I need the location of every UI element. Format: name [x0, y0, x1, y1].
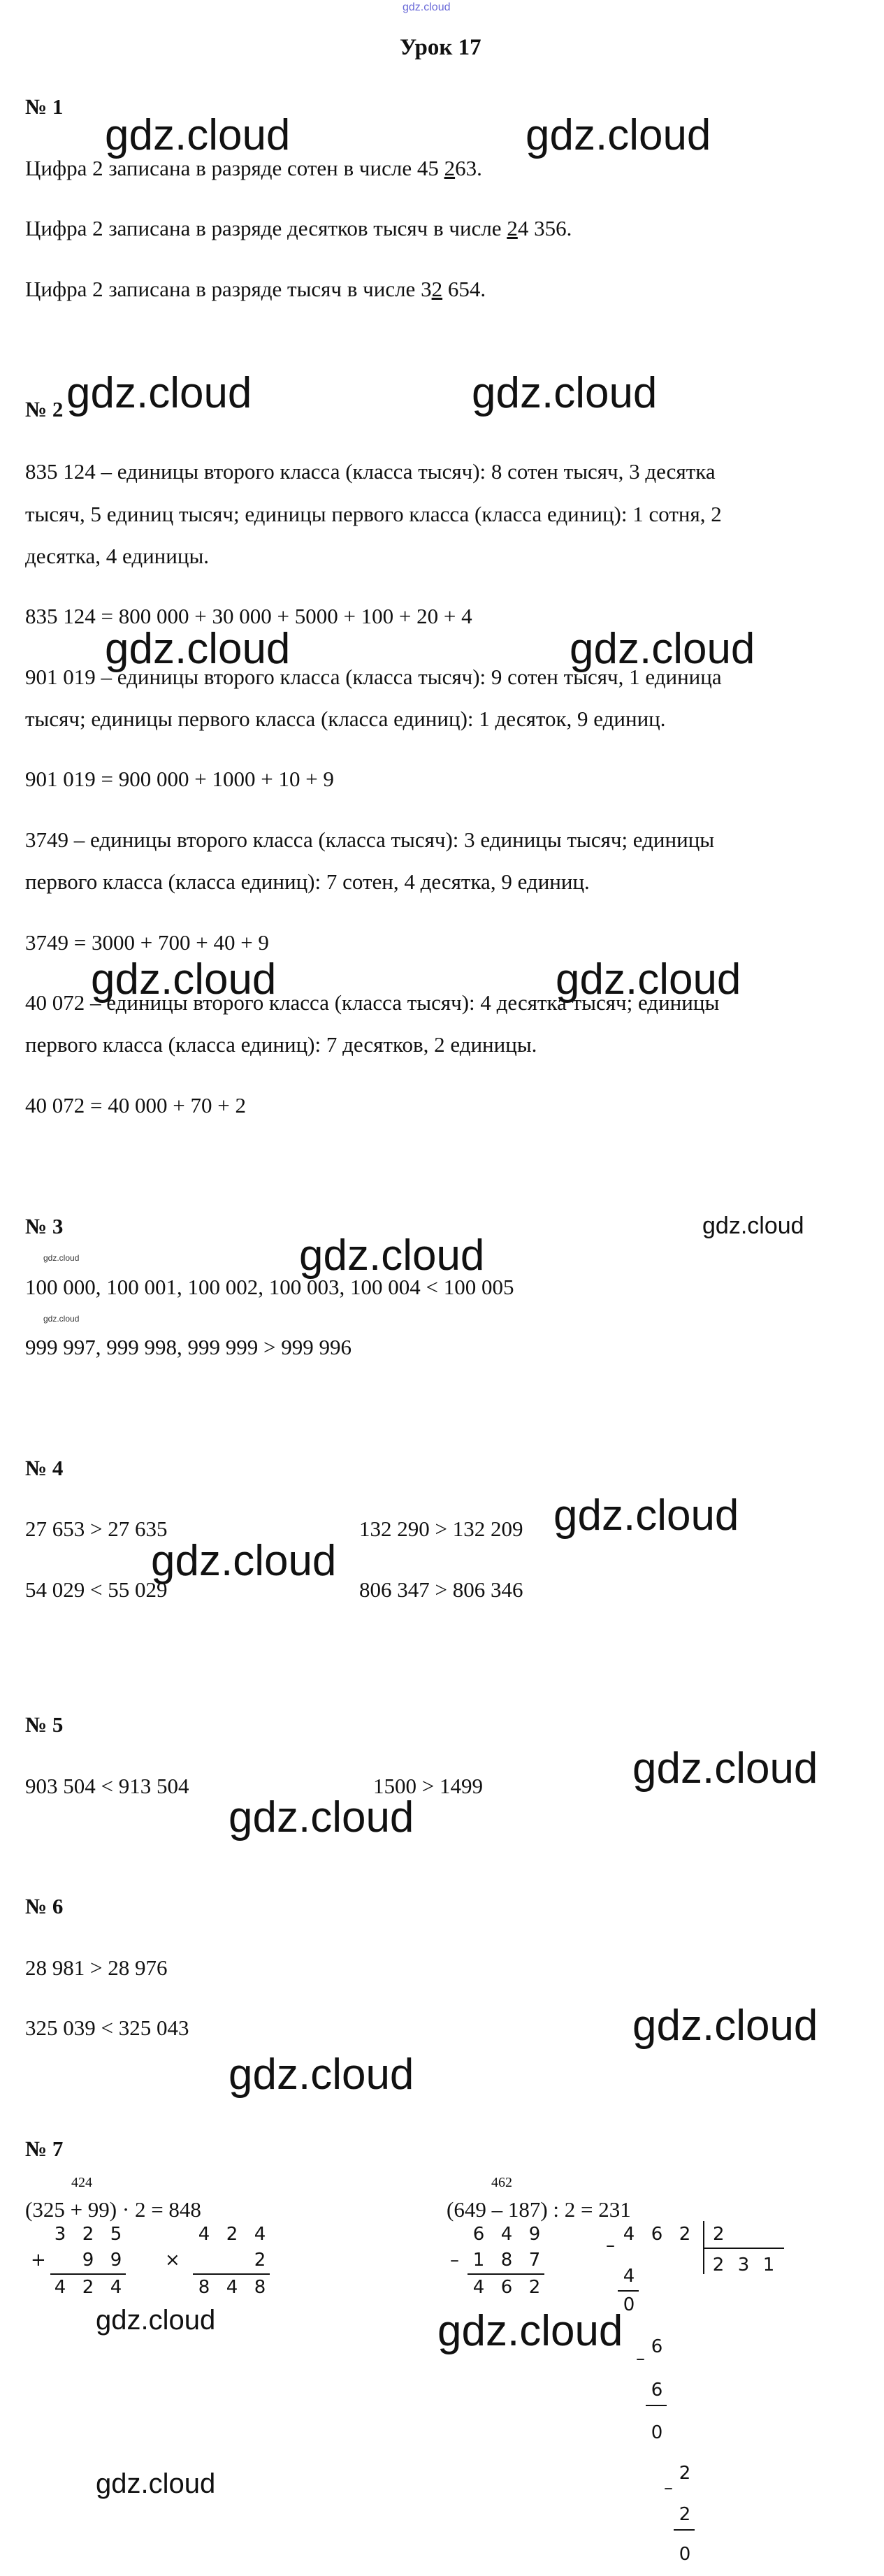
watermark: gdz.cloud — [66, 369, 252, 417]
step-line — [646, 2405, 667, 2406]
step-subtrahend: 2 — [679, 2504, 691, 2525]
task-3-number: № 3 — [25, 1214, 64, 1238]
task-1-number: № 1 — [25, 94, 64, 119]
text: Цифра 2 записана в разряде сотен в числе 45 — [25, 156, 444, 180]
minus-sign: – — [606, 2235, 615, 2256]
digit: 4 — [472, 2277, 485, 2298]
page-title: Урок 17 — [400, 35, 481, 60]
digit: 6 — [472, 2224, 485, 2245]
task-6-comparison: 325 039 < 325 043 — [25, 2016, 189, 2040]
intermediate-result: 462 — [491, 2175, 512, 2190]
task-6-comparison: 28 981 > 28 976 — [25, 1955, 168, 1980]
step-dividend: 2 — [679, 2463, 691, 2484]
digit: 5 — [110, 2224, 122, 2245]
task-1-line-2 — [25, 217, 572, 239]
digit: 2 — [254, 2250, 266, 2271]
digit: 2 — [226, 2224, 238, 2245]
task-2-text: десятка, 4 единицы. — [25, 544, 210, 568]
watermark: gdz.cloud — [43, 1253, 80, 1263]
digit: 4 — [226, 2277, 238, 2298]
result-line — [193, 2273, 270, 2275]
digit: 1 — [472, 2250, 485, 2271]
watermark: gdz.cloud — [437, 2307, 623, 2355]
watermark: gdz.cloud — [632, 2002, 818, 2050]
digit: 7 — [528, 2250, 541, 2271]
top-watermark: gdz.cloud — [403, 1, 451, 13]
watermark: gdz.cloud — [91, 955, 277, 1004]
task-5-comparison: 903 504 < 913 504 — [25, 1774, 189, 1798]
dividend-digit: 2 — [679, 2224, 691, 2245]
divisor: 2 — [713, 2224, 725, 2245]
watermark: gdz.cloud — [105, 625, 291, 673]
watermark: gdz.cloud — [299, 1231, 485, 1280]
dividend-digit: 4 — [623, 2224, 635, 2245]
task-4-comparison: 27 653 > 27 635 — [25, 1517, 168, 1541]
task-2-text: тысяч, 5 единиц тысяч; единицы первого класса (класса единиц): 1 сотня, 2 — [25, 502, 722, 526]
watermark: gdz.cloud — [472, 369, 658, 417]
task-2-expansion: 40 072 = 40 000 + 70 + 2 — [25, 1093, 246, 1117]
text: Цифра 2 записана в разряде десятков тысяч в числе — [25, 216, 507, 240]
watermark: gdz.cloud — [43, 1314, 80, 1324]
intermediate-result: 424 — [71, 2175, 92, 2190]
digit: 6 — [500, 2277, 513, 2298]
watermark: gdz.cloud — [570, 625, 755, 673]
task-2-text: первого класса (класса единиц): 7 десятков, 2 единицы. — [25, 1032, 537, 1057]
minus-sign: – — [450, 2250, 459, 2271]
plus-sign: + — [31, 2250, 46, 2271]
task-4-comparison: 54 029 < 55 029 — [25, 1577, 168, 1602]
times-sign: × — [165, 2250, 180, 2271]
digit: 4 — [198, 2224, 210, 2245]
result-line — [468, 2273, 544, 2275]
digit: 8 — [198, 2277, 210, 2298]
watermark: gdz.cloud — [526, 111, 711, 159]
task-5-number: № 5 — [25, 1712, 64, 1737]
digit: 2 — [82, 2224, 94, 2245]
task-3-line-1: 100 000, 100 001, 100 002, 100 003, 100 004 < 100 005 — [25, 1275, 514, 1299]
digit: 4 — [500, 2224, 513, 2245]
watermark: gdz.cloud — [151, 1537, 337, 1585]
digit: 9 — [110, 2250, 122, 2271]
quotient-digit: 3 — [737, 2255, 750, 2275]
task-2-text: тысяч; единицы первого класса (класса единиц): 1 десяток, 9 единиц. — [25, 707, 666, 731]
digit: 4 — [110, 2277, 122, 2298]
minus-sign: – — [636, 2348, 645, 2369]
watermark: gdz.cloud — [556, 955, 741, 1004]
step-remainder: 0 — [679, 2544, 691, 2565]
dividend-digit: 6 — [651, 2224, 663, 2245]
task-2-text: 901 019 – единицы второго класса (класса тысяч): 9 сотен тысяч, 1 единица — [25, 665, 722, 689]
digit: 3 — [54, 2224, 66, 2245]
step-subtrahend: 4 — [623, 2266, 635, 2287]
step-line — [618, 2290, 639, 2292]
task-2-text: 835 124 – единицы второго класса (класса тысяч): 8 сотен тысяч, 3 десятка — [25, 459, 716, 484]
task-7-expression-1: (325 + 99) · 2 = 848 — [25, 2197, 201, 2222]
quotient-digit: 2 — [712, 2255, 725, 2275]
task-4-comparison: 806 347 > 806 346 — [359, 1577, 523, 1602]
task-7-expression-2: (649 – 187) : 2 = 231 — [447, 2197, 631, 2222]
digit: 4 — [54, 2277, 66, 2298]
task-3-line-2: 999 997, 999 998, 999 999 > 999 996 — [25, 1335, 352, 1359]
text: 654. — [442, 277, 486, 301]
watermark: gdz.cloud — [96, 2305, 216, 2336]
quotient-digit: 1 — [762, 2255, 775, 2275]
step-dividend: 6 — [651, 2336, 663, 2357]
digit: 4 — [254, 2224, 266, 2245]
task-6-number: № 6 — [25, 1894, 64, 1918]
underlined-digit: 2 — [431, 277, 443, 301]
task-2-text: 3749 – единицы второго класса (класса тысяч): 3 единицы тысяч; единицы — [25, 827, 715, 852]
step-remainder: 0 — [651, 2422, 663, 2443]
task-1-line-1 — [25, 157, 482, 179]
text: Цифра 2 записана в разряде тысяч в числе 3 — [25, 277, 432, 301]
underlined-digit: 2 — [444, 156, 456, 180]
watermark: gdz.cloud — [553, 1491, 739, 1540]
digit: 8 — [254, 2277, 266, 2298]
underlined-digit: 2 — [507, 216, 518, 240]
text: 63. — [455, 156, 482, 180]
minus-sign: – — [664, 2477, 673, 2498]
task-2-number: № 2 — [25, 397, 64, 421]
watermark: gdz.cloud — [702, 1213, 804, 1239]
task-2-text: 40 072 – единицы второго класса (класса тысяч): 4 десятка тысяч; единицы — [25, 990, 720, 1015]
digit: 9 — [528, 2224, 541, 2245]
result-line — [50, 2273, 126, 2275]
task-4-comparison: 132 290 > 132 209 — [359, 1517, 523, 1541]
text: 4 356. — [517, 216, 572, 240]
task-2-expansion: 3749 = 3000 + 700 + 40 + 9 — [25, 930, 269, 955]
step-line — [674, 2529, 695, 2531]
step-remainder: 0 — [623, 2294, 635, 2315]
task-7-number: № 7 — [25, 2136, 64, 2161]
watermark: gdz.cloud — [229, 1793, 414, 1841]
digit: 8 — [500, 2250, 513, 2271]
watermark: gdz.cloud — [96, 2468, 216, 2499]
task-2-expansion: 901 019 = 900 000 + 1000 + 10 + 9 — [25, 767, 334, 791]
task-5-comparison: 1500 > 1499 — [373, 1774, 483, 1798]
task-2-expansion: 835 124 = 800 000 + 30 000 + 5000 + 100 + 20 + 4 — [25, 604, 472, 628]
digit: 2 — [82, 2277, 94, 2298]
step-subtrahend: 6 — [651, 2380, 663, 2401]
watermark: gdz.cloud — [632, 1744, 818, 1793]
division-bar-horizontal — [703, 2248, 784, 2249]
task-2-text: первого класса (класса единиц): 7 сотен, 4 десятка, 9 единиц. — [25, 869, 590, 894]
task-1-line-3 — [25, 278, 486, 300]
watermark: gdz.cloud — [105, 111, 291, 159]
watermark: gdz.cloud — [229, 2050, 414, 2099]
digit: 2 — [528, 2277, 541, 2298]
task-4-number: № 4 — [25, 1456, 64, 1480]
digit: 9 — [82, 2250, 94, 2271]
